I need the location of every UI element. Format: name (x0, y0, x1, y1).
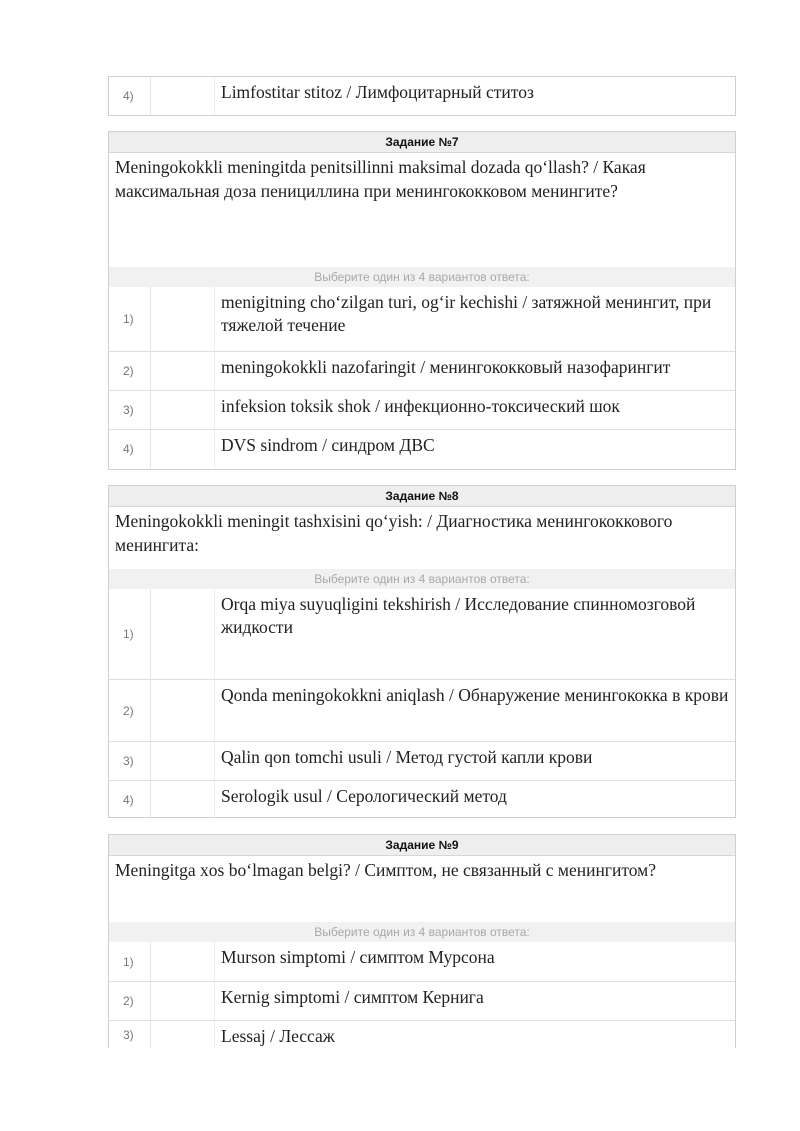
question-text: Meningitga xos bo‘lmagan belgi? / Симптом, не связанный с менингитом? (115, 860, 657, 880)
answer-text: DVS sindrom / синдром ДВС (221, 435, 435, 455)
answer-spacer (151, 982, 215, 1020)
answer-text: Qalin qon tomchi usuli / Метод густой капли крови (221, 747, 593, 767)
choose-prompt: Выберите один из 4 вариантов ответа: (109, 922, 735, 942)
answer-spacer (151, 781, 215, 819)
answer-row[interactable] (109, 589, 735, 679)
choose-prompt: Выберите один из 4 вариантов ответа: (109, 267, 735, 287)
answer-number: 1) (109, 589, 151, 679)
answer-number: 3) (109, 391, 151, 429)
answer-text: Limfostitar stitoz / Лимфоцитарный ститоз (221, 82, 534, 102)
answer-number: 1) (109, 287, 151, 351)
question-text: Meningokokkli meningit tashxisini qo‘yish: / Диагностика менингококкового менингита: (115, 511, 673, 555)
answer-text: Orqa miya suyuqligini tekshirish / Исследование спинномозговой жидкости (221, 594, 696, 637)
answer-number: 2) (109, 982, 151, 1020)
answer-number: 4) (109, 430, 151, 468)
answer-number: 2) (109, 680, 151, 741)
answer-row[interactable] (109, 780, 735, 819)
answer-text: menigitning cho‘zilgan turi, og‘ir kechishi / затяжной менингит, при тяжелой течение (221, 292, 712, 335)
answer-row[interactable] (109, 942, 735, 981)
answer-number: 4) (109, 77, 151, 115)
answer-number: 4) (109, 781, 151, 819)
answer-spacer (151, 352, 215, 390)
task-9 (108, 834, 736, 1048)
answer-text: Serologik usul / Серологический метод (221, 786, 507, 806)
answer-row[interactable] (109, 77, 735, 115)
answer-spacer (151, 742, 215, 780)
answer-spacer (151, 287, 215, 351)
answer-spacer (151, 680, 215, 741)
task-header: Задание №8 (109, 486, 735, 507)
task-header: Задание №9 (109, 835, 735, 856)
answer-spacer (151, 942, 215, 981)
answer-row[interactable] (109, 390, 735, 429)
answer-row[interactable] (109, 981, 735, 1020)
answer-number: 3) (109, 742, 151, 780)
answer-text: Kernig simptomi / симптом Кернига (221, 987, 484, 1007)
answer-text: Lessaj / Лессаж (221, 1026, 335, 1046)
answer-number: 2) (109, 352, 151, 390)
answer-spacer (151, 77, 215, 115)
answer-spacer (151, 391, 215, 429)
answer-number: 1) (109, 942, 151, 981)
answer-text: meningokokkli nazofaringit / менингококковый назофарингит (221, 357, 671, 377)
answer-row[interactable] (109, 679, 735, 741)
answer-text: infeksion toksik shok / инфекционно-токсический шок (221, 396, 620, 416)
answer-row[interactable] (109, 287, 735, 351)
answer-spacer (151, 430, 215, 468)
answer-row[interactable] (109, 429, 735, 468)
answer-spacer (151, 589, 215, 679)
choose-prompt: Выберите один из 4 вариантов ответа: (109, 569, 735, 589)
task-8 (108, 485, 736, 818)
answer-row[interactable] (109, 1020, 735, 1048)
answer-spacer (151, 1021, 215, 1048)
answer-row[interactable] (109, 351, 735, 390)
answer-row[interactable] (109, 741, 735, 780)
task-7 (108, 131, 736, 470)
question-text: Meningokokkli meningitda penitsillinni maksimal dozada qo‘llash? / Какая максимальная доза пенициллина при менингококковом менингите? (115, 157, 646, 201)
answer-text: Qonda meningokokkni aniqlash / Обнаружение менингококка в крови (221, 685, 729, 705)
answer-text: Murson simptomi / симптом Мурсона (221, 947, 495, 967)
task-header: Задание №7 (109, 132, 735, 153)
previous-task-tail (108, 76, 736, 116)
answer-number: 3) (109, 1021, 151, 1048)
